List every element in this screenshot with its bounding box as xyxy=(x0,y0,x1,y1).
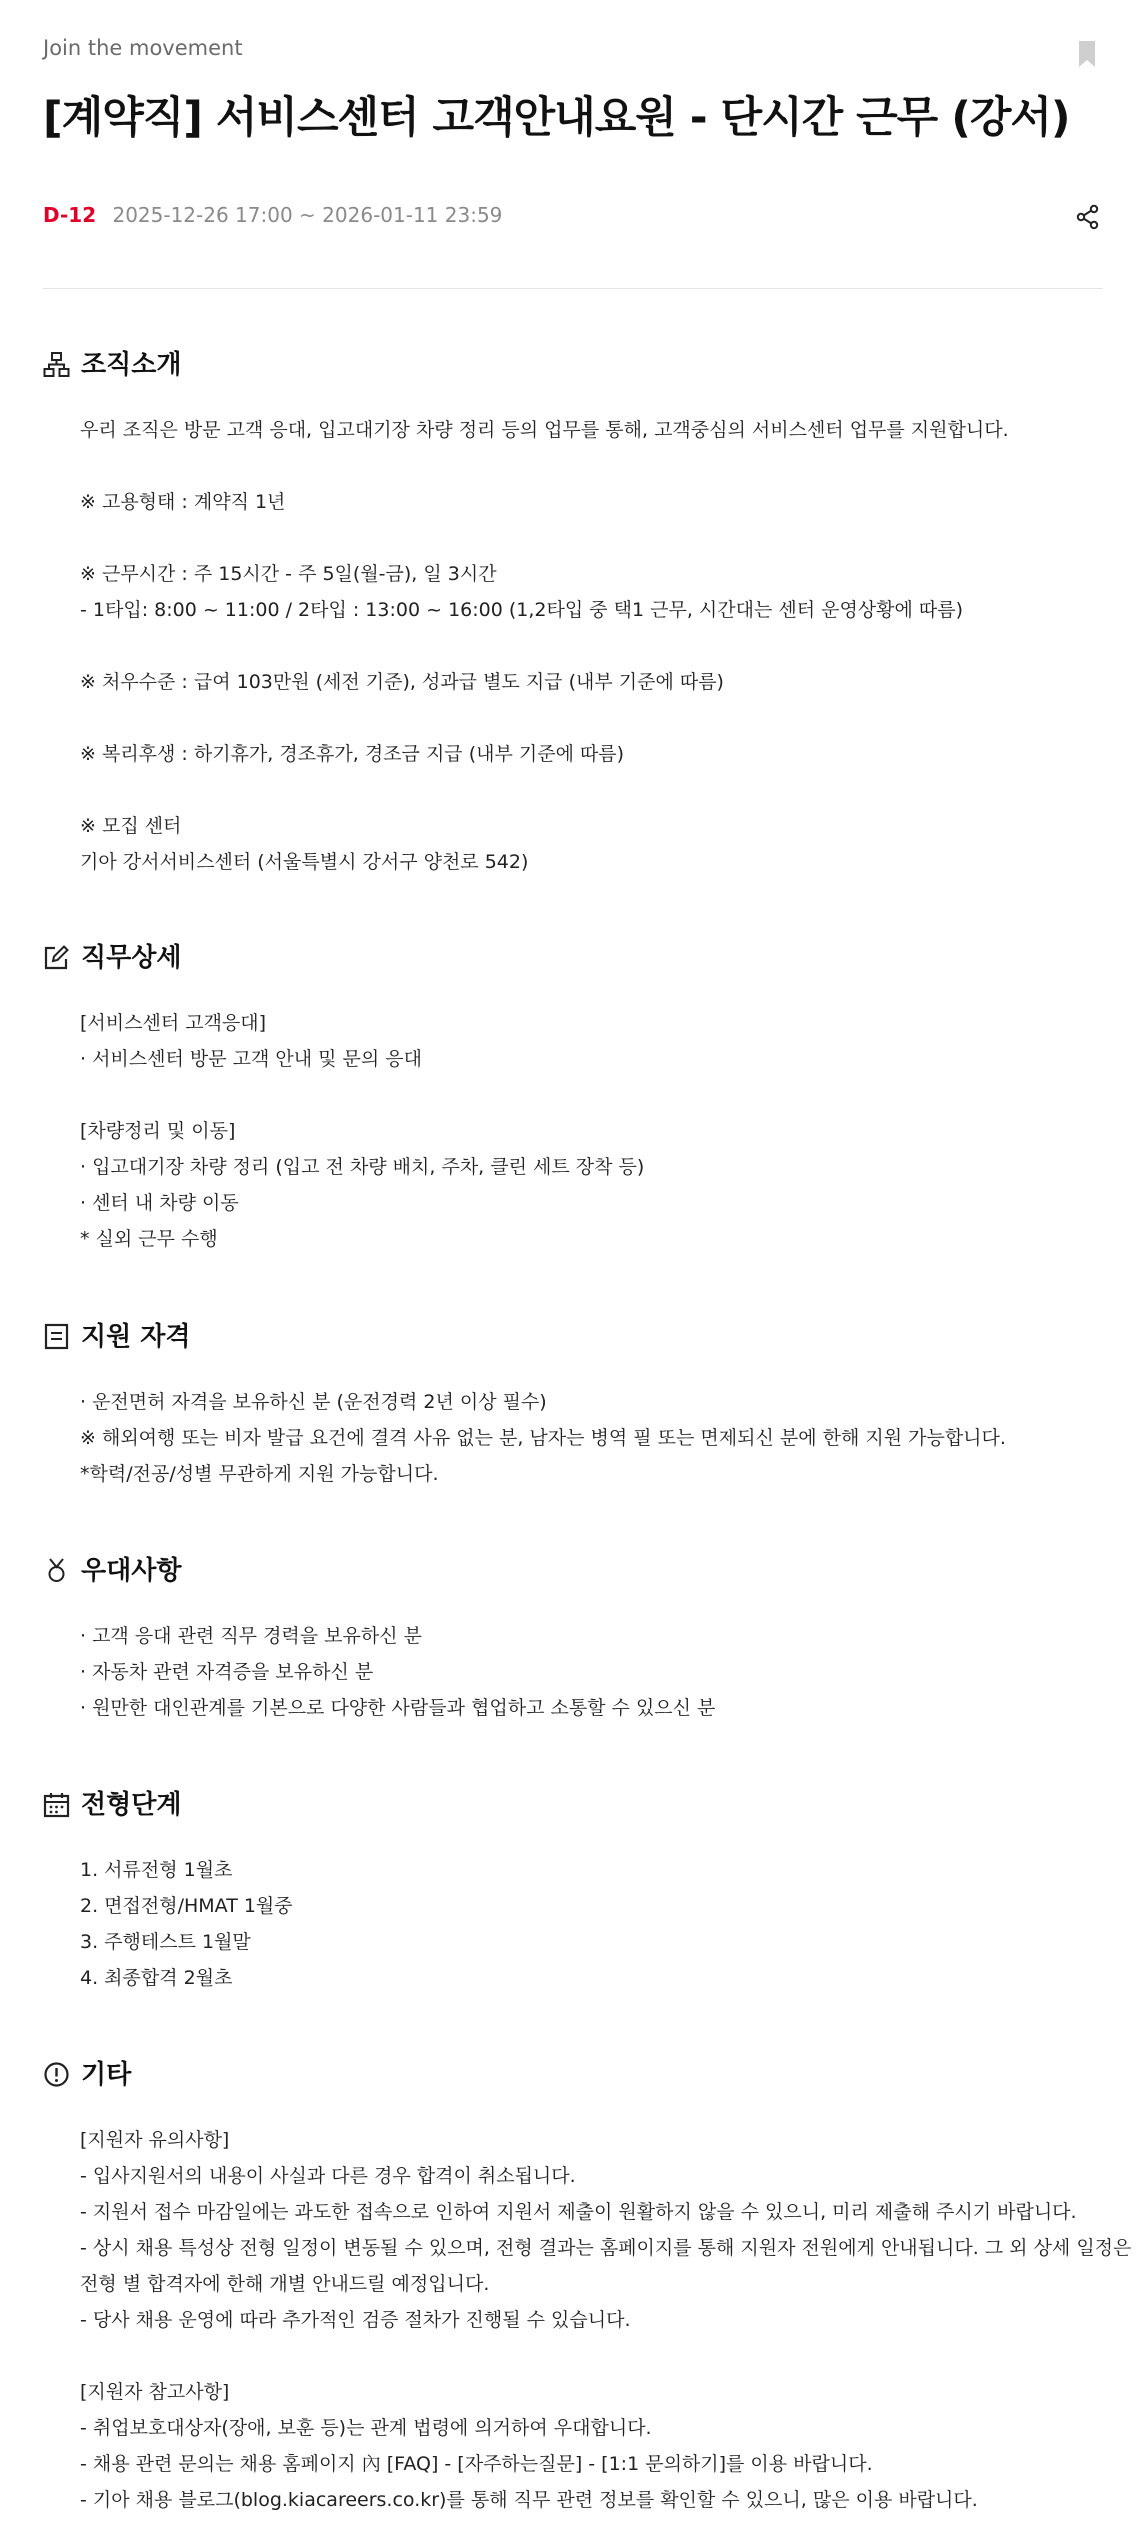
blank-line xyxy=(80,448,1145,484)
text-line: · 서비스센터 방문 고객 안내 및 문의 응대 xyxy=(80,1048,422,1070)
blank-line xyxy=(80,520,1145,556)
section-job xyxy=(43,937,1123,1250)
section-org xyxy=(43,344,1123,873)
text-line: ※ 고용형태 : 계약직 1년 xyxy=(80,491,286,513)
alert-circle-icon xyxy=(43,2061,70,2088)
org-chart-icon xyxy=(43,351,70,378)
d-day-badge: D-12 xyxy=(43,203,97,227)
text-line: - 기아 채용 블로그(blog.kiacareers.co.kr)를 통해 직무 관련 정보를 확인할 수 있으니, 많은 이용 바랍니다. xyxy=(80,2489,978,2511)
text-line: ※ 근무시간 : 주 15시간 - 주 5일(월-금), 일 3시간 xyxy=(80,563,497,585)
section-qualification xyxy=(43,1316,1123,1485)
section-title: 직무상세 xyxy=(81,943,182,973)
medal-icon xyxy=(43,1557,70,1584)
text-line: - 당사 채용 운영에 따라 추가적인 검증 절차가 진행될 수 있습니다. xyxy=(80,2309,631,2331)
header-divider xyxy=(43,288,1103,289)
blank-line xyxy=(80,700,1145,736)
section-process xyxy=(43,1784,1123,1989)
blank-line xyxy=(80,772,1145,808)
text-line: [지원자 유의사항] xyxy=(80,2129,230,2151)
edit-icon xyxy=(43,944,70,971)
calendar-icon xyxy=(43,1791,70,1818)
text-line: - 1타입: 8:00 ~ 11:00 / 2타입 : 13:00 ~ 16:00 (1,2타입 중 택1 근무, 시간대는 센터 운영상황에 따름) xyxy=(80,599,964,621)
text-line: 1. 서류전형 1월초 xyxy=(80,1859,233,1881)
blank-line xyxy=(80,628,1145,664)
posting-period xyxy=(43,203,502,227)
text-line: 4. 최종합격 2월초 xyxy=(80,1967,233,1989)
section-body xyxy=(80,2122,1145,2518)
section-etc xyxy=(43,2054,1132,2511)
brand-tagline: Join the movement xyxy=(43,36,243,60)
text-line: *학력/전공/성별 무관하게 지원 가능합니다. xyxy=(80,1463,439,1485)
job-title: [계약직] 서비스센터 고객안내요원 - 단시간 근무 (강서) xyxy=(43,93,1070,143)
section-title: 조직소개 xyxy=(81,350,182,380)
text-line: [지원자 참고사항] xyxy=(80,2381,230,2403)
section-title: 우대사항 xyxy=(81,1556,182,1586)
text-line: - 취업보호대상자(장애, 보훈 등)는 관계 법령에 의거하여 우대합니다. xyxy=(80,2417,652,2439)
text-line: - 지원서 접수 마감일에는 과도한 접속으로 인하여 지원서 제출이 원활하지 않을 수 있으니, 미리 제출해 주시기 바랍니다. xyxy=(80,2201,1077,2223)
share-icon[interactable] xyxy=(1076,204,1100,230)
text-line: 기아 강서서비스센터 (서울특별시 강서구 양천로 542) xyxy=(80,851,529,873)
section-title: 전형단계 xyxy=(81,1790,182,1820)
text-line: ※ 해외여행 또는 비자 발급 요건에 결격 사유 없는 분, 남자는 병역 필 또는 면제되신 분에 한해 지원 가능합니다. xyxy=(80,1427,1006,1449)
text-line: [서비스센터 고객응대] xyxy=(80,1012,267,1034)
text-line: ※ 복리후생 : 하기휴가, 경조휴가, 경조금 지급 (내부 기준에 따름) xyxy=(80,743,625,765)
section-title: 지원 자격 xyxy=(81,1322,191,1352)
section-preference xyxy=(43,1550,1123,1719)
text-line: · 센터 내 차량 이동 xyxy=(80,1192,239,1214)
section-body xyxy=(80,1384,1145,1492)
text-line: 2. 면접전형/HMAT 1월중 xyxy=(80,1895,293,1917)
blank-line xyxy=(80,1077,1145,1113)
section-body xyxy=(80,1618,1145,1726)
text-line: - 채용 관련 문의는 채용 홈페이지 內 [FAQ] - [자주하는질문] - [1:1 문의하기]를 이용 바랍니다. xyxy=(80,2453,873,2475)
section-body xyxy=(80,412,1145,880)
text-line: · 입고대기장 차량 정리 (입고 전 차량 배치, 주차, 클린 세트 장착 등) xyxy=(80,1156,645,1178)
text-line: [차량정리 및 이동] xyxy=(80,1120,236,1142)
text-line: · 원만한 대인관계를 기본으로 다양한 사람들과 협업하고 소통할 수 있으신 분 xyxy=(80,1697,716,1719)
document-icon xyxy=(43,1323,70,1350)
text-line: · 고객 응대 관련 직무 경력을 보유하신 분 xyxy=(80,1625,422,1647)
section-title: 기타 xyxy=(81,2060,132,2090)
text-line: - 상시 채용 특성상 전형 일정이 변동될 수 있으며, 전형 결과는 홈페이지를 통해 지원자 전원에게 안내됩니다. 그 외 상세 일정은 전형 별 합격자에 한해 개별 안내드릴 예정입니다. xyxy=(80,2237,1132,2295)
text-line: · 운전면허 자격을 보유하신 분 (운전경력 2년 이상 필수) xyxy=(80,1391,547,1413)
blank-line xyxy=(80,2338,1145,2374)
text-line: - 입사지원서의 내용이 사실과 다른 경우 합격이 취소됩니다. xyxy=(80,2165,576,2187)
period-text: 2025-12-26 17:00 ~ 2026-01-11 23:59 xyxy=(112,203,503,227)
text-line: 3. 주행테스트 1월말 xyxy=(80,1931,251,1953)
text-line: ※ 처우수준 : 급여 103만원 (세전 기준), 성과급 별도 지급 (내부 기준에 따름) xyxy=(80,671,724,693)
section-body xyxy=(80,1005,1145,1257)
section-body xyxy=(80,1852,1145,1996)
text-line: · 자동차 관련 자격증을 보유하신 분 xyxy=(80,1661,374,1683)
text-line: 우리 조직은 방문 고객 응대, 입고대기장 차량 정리 등의 업무를 통해, 고객중심의 서비스센터 업무를 지원합니다. xyxy=(80,419,1009,441)
text-line: * 실외 근무 수행 xyxy=(80,1228,218,1250)
text-line: ※ 모집 센터 xyxy=(80,815,182,837)
bookmark-icon[interactable] xyxy=(1078,40,1096,68)
